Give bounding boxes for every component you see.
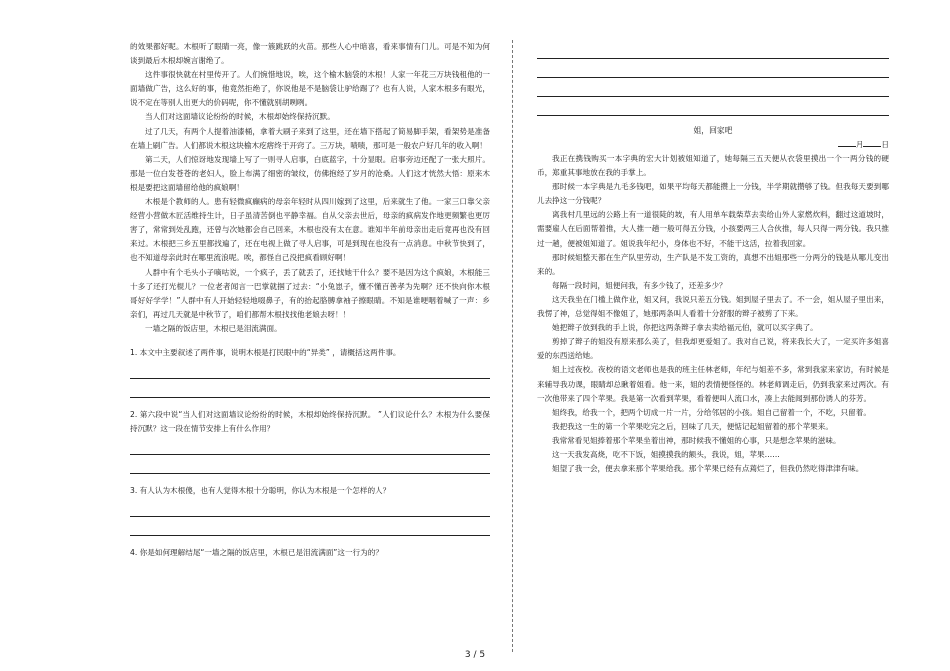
questions-section xyxy=(130,346,490,560)
essay-paragraph: 我把我这一生的第一个苹果吃完之后，回味了几天，便惦记起姐留着的那个苹果来。 xyxy=(552,421,833,431)
essay-paragraph: 姐望了我一会，便去拿来那个苹果给我。那个苹果已经有点蔫烂了，但我仍然吃得津津有味。 xyxy=(552,464,864,474)
essay-paragraph: 她把辫子放到我的手上说，你把这两条辫子拿去卖给福元伯，就可以买字典了。 xyxy=(552,323,818,333)
answer-line[interactable] xyxy=(130,504,490,517)
story-paragraph: 一墙之隔的饭店里，木根已是泪流满面。 xyxy=(145,323,282,333)
essay-date: 月 日 xyxy=(537,138,889,152)
right-column xyxy=(537,40,889,476)
left-column xyxy=(130,40,490,560)
answer-line[interactable] xyxy=(537,84,889,97)
essay-text xyxy=(537,152,889,476)
story-paragraph: 的效果都好呢。木根听了眼睛一亮，像一簇跳跃的火苗。那些人心中暗喜，看来事情有门儿。可是不知为何谈到最后木根却婉言谢绝了。 xyxy=(130,42,490,66)
column-divider xyxy=(512,40,513,652)
answer-line[interactable] xyxy=(537,65,889,78)
answer-line[interactable] xyxy=(130,461,490,474)
essay-paragraph: 这天我坐在门槛上做作业，姐又问，我说只差五分钱。姐到屋子里去了。不一会，姐从屋子里出来，我愣了神，总觉得姐不像姐了，她那两条叫人看着十分舒服的辫子被剪了下来。 xyxy=(537,294,889,319)
answer-line[interactable] xyxy=(130,442,490,455)
answer-line[interactable] xyxy=(537,46,889,59)
essay-paragraph: 离我村几里远的公路上有一道很陡的坡，有人用单车载柴草去卖给山外人家燃炊料，翻过这道坡时，需要雇人在后面帮着推，大人推一趟一般可得五分钱，小孩要两三人合伙推，每人只得一两分钱。我只推过一趟，便被姐知道了。姐说我年纪小，身体也不好，不能干这活，拉着我回家。 xyxy=(537,210,889,248)
story-paragraph: 当人们对这面墙议论纷纷的时候，木根却始终保持沉默。 xyxy=(145,112,335,122)
answer-line[interactable] xyxy=(130,366,490,379)
story-paragraph: 人群中有个毛头小子嘀咕说，一个疯子，丢了就丢了，还找她干什么？要不是因为这个疯娘，木根能三十多了还打光棍儿？一位老者闻言一巴掌就掴了过去：“小兔崽子，懂不懂百善孝为先啊？还不快向你木根哥好好学学！”人群中有人开始轻轻地啜鼻子，有的抬起胳膊拿袖子擦眼睛。不知是谁哽咽着喊了一声：乡亲们，再过几天就是中秋节了，咱们都帮木根找找他老娘去呀！！ xyxy=(130,267,490,319)
story-paragraph: 过了几天，有两个人提着油漆桶，拿着大刷子来到了这里，还在墙下搭起了简易脚手架，看架势是准备在墙上刷广告。人们都说木根这块榆木疙瘩终于开窍了。三万块，啧啧，那可是一般农户好几年的收入啊！ xyxy=(130,126,490,150)
story-paragraph: 第二天，人们惊讶地发现墙上写了一则寻人启事，白底蓝字，十分显眼。启事旁边还配了一张大照片。那是一位白发苍苍的老妇人，脸上布满了细密的皱纹，仿佛抱经了岁月的沧桑。人们这才恍然大悟：原来木根是要把这面墙留给他的疯娘啊！ xyxy=(130,154,490,192)
answer-line[interactable] xyxy=(537,103,889,116)
answer-line[interactable] xyxy=(130,523,490,536)
answer-line[interactable] xyxy=(130,385,490,398)
page-number: 3 / 5 xyxy=(464,650,486,660)
essay-paragraph: 那时候姐整天都在生产队里劳动，生产队是不发工资的，真想不出姐那些一分两分的钱是从哪儿变出来的。 xyxy=(537,252,889,276)
question-2: 2. 第六段中说“当人们对这面墙议论纷纷的时候，木根却始终保持沉默。 ”人们议论什么？木根为什么要保持沉默？这一段在情节安排上有什么作用？ xyxy=(130,410,490,434)
question-4: 4. 你是如何理解结尾“一墙之隔的饭店里，木根已是泪流满面”这一行为的？ xyxy=(130,548,383,558)
essay-paragraph: 我正在携钱购买一本字典的宏大计划被姐知道了，她每隔三五天便从衣袋里摸出一个一两分钱的硬币，郑重其事地放在我的手掌上。 xyxy=(537,154,889,178)
question-1: 1. 本文中主要叙述了两件事，说明木根是打民眼中的“异类” ，请概括这两件事。 xyxy=(130,347,401,357)
essay-paragraph: 这一天我发高烧，吃不下饭，姐摸摸我的额头，我说，姐，苹果…… xyxy=(552,449,780,459)
answer-lines-top xyxy=(537,46,889,116)
essay-paragraph: 那时候一本字典是九毛多钱吧，如果平均每天都能攒上一分钱，半学期就攒够了钱。但我每天要到哪儿去挣这一分钱呢？ xyxy=(537,182,889,206)
question-3: 3. 有人认为木根傻，也有人觉得木根十分聪明，你认为木根是一个怎样的人？ xyxy=(130,486,391,496)
essay-paragraph: 姐上过夜校。夜校的语文老师也是我的班主任林老师，年纪与姐差不多，常到我家来家访，有时候是来辅导我功课，眼睛却总瞅着姐看。他一来，姐的表情便怪怪的。林老师调走后，仍到我家来过两次。有一次他带来了四个苹果。我是第一次看到苹果，看着便叫人流口水，凑上去能闻到那份诱人的芬芳。 xyxy=(537,365,889,403)
essay-paragraph: 剪掉了辫子的姐没有原来那么美了，但我却更爱姐了。我对自己说，将来我长大了，一定买许多姐喜爱的东西送给她。 xyxy=(537,337,889,361)
essay-paragraph: 姐终我，给我一个，把两个切成一片一片，分给邻居的小孩。姐自己留着一个，不吃，只留着。 xyxy=(552,407,871,417)
essay-paragraph: 每隔一段时间，姐便问我，有多少钱了，还差多少？ xyxy=(552,280,727,290)
essay-title: 姐，回家吧 xyxy=(693,126,733,135)
story-paragraph: 木根是个教师的人。患有轻微疯癫病的母亲年轻时从四川嫁到了这里，后来就生了他。一家三口靠父亲经营小营做木匠活维持生计，日子虽清苦倒也平静幸福。自从父亲去世后，母亲的疯病发作地更频繁也更厉害了，常常到处乱跑，还曾与次她都会自己回来，木根也没有太在意。谁知半年前母亲出走后竟再也没有回来过。木根把三乡五里都找遍了，还在电视上做了寻人启事，可是到现在也没有一点消息。中秋节快到了，也不知道母亲此时在哪里流浪呢。唉，都怪自己没把疯看顾好啊！ xyxy=(130,197,490,263)
essay-paragraph: 我常常看见姐捧着那个苹果坐着出神，那时候我不懂姐的心事，只是想念苹果的滋味。 xyxy=(552,435,841,445)
story-text xyxy=(130,40,490,336)
story-paragraph: 这件事很快就在村里传开了。人们惋惜地说，唉，这个榆木脑袋的木根！人家一年花三万块钱租他的一面墙做广告，这么好的事，他竟然拒绝了，你说他是不是脑袋让驴给踢了？也有人说，人家木根多有眼光，说不定在等别人出更大的价码呢，你不懂就别胡咧咧。 xyxy=(130,70,490,108)
